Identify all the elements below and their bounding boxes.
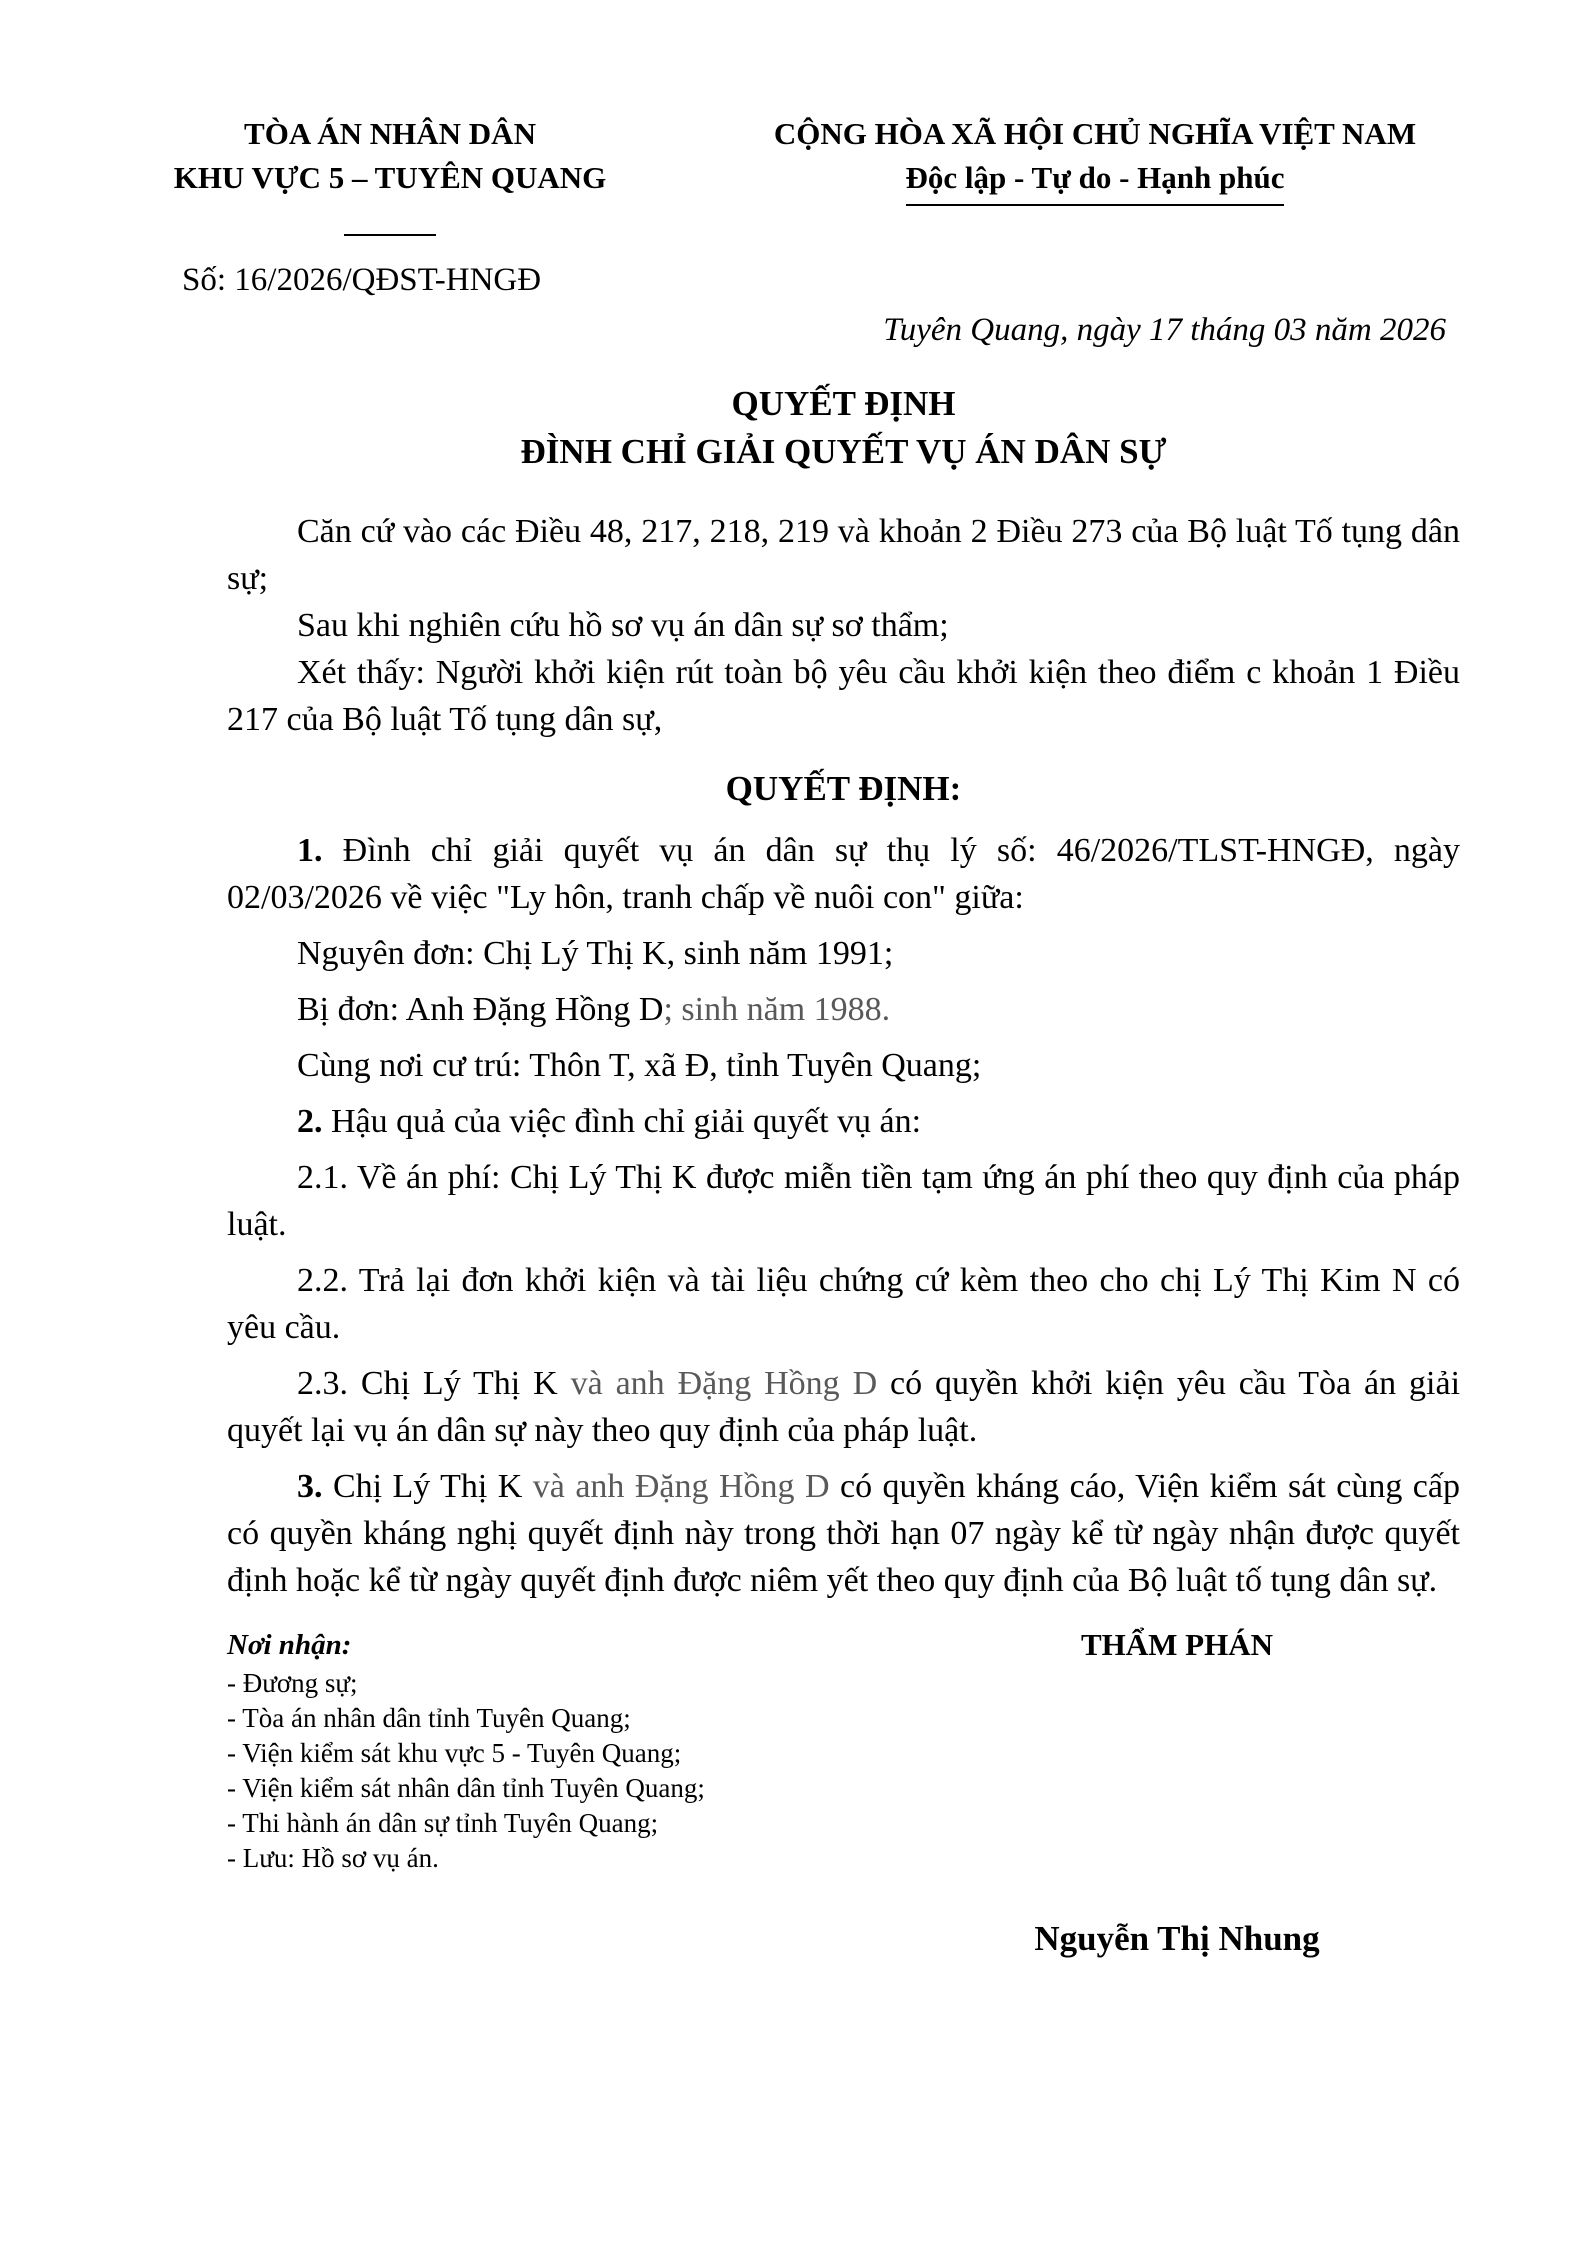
decision-item-2-3 xyxy=(227,1360,1460,1454)
document-body xyxy=(0,508,1586,1604)
recipient-item: - Thi hành án dân sự tỉnh Tuyên Quang; xyxy=(227,1808,659,1838)
decision-item-2-1: 2.1. Về án phí: Chị Lý Thị K được miễn tiền tạm ứng án phí theo quy định của pháp luật. xyxy=(227,1159,1460,1243)
item-2-3-pre: 2.3. Chị Lý Thị K xyxy=(297,1365,571,1402)
defendant-line xyxy=(227,986,1460,1033)
decision-section-heading: QUYẾT ĐỊNH: xyxy=(725,769,962,808)
document-title xyxy=(0,380,1586,476)
item-2-3-muted-text: và anh Đặng Hồng D xyxy=(570,1365,878,1402)
defendant-text: Bị đơn: Anh Đặng Hồng D xyxy=(297,991,664,1028)
preamble-paragraph-3: Xét thấy: Người khởi kiện rút toàn bộ yêu cầu khởi kiện theo điểm c khoản 1 Điều 217 của Bộ luật Tố tụng dân sự, xyxy=(227,654,1460,738)
header-divider-rule xyxy=(344,234,436,236)
place-and-date-line: Tuyên Quang, ngày 17 tháng 03 năm 2026 xyxy=(883,312,1446,348)
item-1-text: Đình chỉ giải quyết vụ án dân sự thụ lý số: 46/2026/TLST-HNGĐ, ngày 02/03/2026 về việc "Ly hôn, tranh chấp về nuôi con" giữa: xyxy=(227,832,1460,916)
item-3-post: có quyền kháng cáo, Viện kiểm sát cùng cấp có quyền kháng nghị quyết định này trong thời hạn 07 ngày kể từ ngày nhận được quyết định hoặc kể từ ngày quyết định được niêm yết theo quy định của Bộ luật tố tụng dân sự. xyxy=(227,1468,1460,1599)
national-motto-block xyxy=(720,112,1470,236)
item-3-pre: Chị Lý Thị K xyxy=(322,1468,533,1505)
document-number: Số: 16/2026/QĐST-HNGĐ xyxy=(182,262,542,298)
item-2-text: Hậu quả của việc đình chỉ giải quyết vụ án: xyxy=(322,1103,922,1140)
defendant-muted-text: ; sinh năm 1988. xyxy=(663,991,891,1028)
recipients-block xyxy=(227,1624,867,1960)
item-1-number: 1. xyxy=(297,832,323,869)
document-header xyxy=(0,0,1586,236)
national-motto-line xyxy=(720,156,1470,206)
item-2-number: 2. xyxy=(297,1103,323,1140)
court-name-line1: TÒA ÁN NHÂN DÂN xyxy=(244,116,536,151)
title-line2: ĐÌNH CHỈ GIẢI QUYẾT VỤ ÁN DÂN SỰ xyxy=(520,432,1167,471)
signer-name: Nguyễn Thị Nhung xyxy=(1034,1919,1320,1958)
motto-underlined-text: Độc lập - Tự do - Hạnh phúc xyxy=(906,156,1285,206)
plaintiff-line: Nguyên đơn: Chị Lý Thị K, sinh năm 1991; xyxy=(297,935,894,972)
court-name-line2: KHU VỰC 5 – TUYÊN QUANG xyxy=(173,160,607,195)
issuing-court-block xyxy=(60,112,720,236)
national-header-line1: CỘNG HÒA XÃ HỘI CHỦ NGHĨA VIỆT NAM xyxy=(773,116,1417,151)
recipient-item: - Viện kiểm sát khu vực 5 - Tuyên Quang; xyxy=(227,1738,682,1768)
decision-item-1 xyxy=(227,827,1460,921)
item-3-number: 3. xyxy=(297,1468,323,1505)
recipient-item: - Đương sự; xyxy=(227,1668,358,1698)
signer-role: THẨM PHÁN xyxy=(1080,1627,1273,1662)
decision-item-2 xyxy=(227,1098,1460,1145)
recipient-item: - Viện kiểm sát nhân dân tỉnh Tuyên Quang; xyxy=(227,1773,705,1803)
decision-item-2-2: 2.2. Trả lại đơn khởi kiện và tài liệu chứng cứ kèm theo cho chị Lý Thị Kim N có yêu cầu. xyxy=(227,1262,1460,1346)
recipients-label: Nơi nhận: xyxy=(227,1629,352,1661)
residence-line: Cùng nơi cư trú: Thôn T, xã Đ, tỉnh Tuyên Quang; xyxy=(297,1047,982,1084)
item-2-3-post: có quyền khởi kiện yêu cầu Tòa án giải quyết lại vụ án dân sự này theo quy định của pháp luật. xyxy=(227,1365,1461,1449)
preamble-paragraph-2: Sau khi nghiên cứu hồ sơ vụ án dân sự sơ thẩm; xyxy=(297,607,949,644)
preamble-paragraph-1: Căn cứ vào các Điều 48, 217, 218, 219 và khoản 2 Điều 273 của Bộ luật Tố tụng dân sự; xyxy=(227,513,1460,597)
document-footer xyxy=(0,1624,1586,1960)
item-3-muted-text: và anh Đặng Hồng D xyxy=(532,1468,830,1505)
signature-block xyxy=(897,1624,1457,1960)
title-line1: QUYẾT ĐỊNH xyxy=(731,384,956,423)
decision-item-3 xyxy=(227,1463,1460,1604)
recipient-item: - Lưu: Hồ sơ vụ án. xyxy=(227,1843,439,1873)
recipient-item: - Tòa án nhân dân tỉnh Tuyên Quang; xyxy=(227,1703,631,1733)
